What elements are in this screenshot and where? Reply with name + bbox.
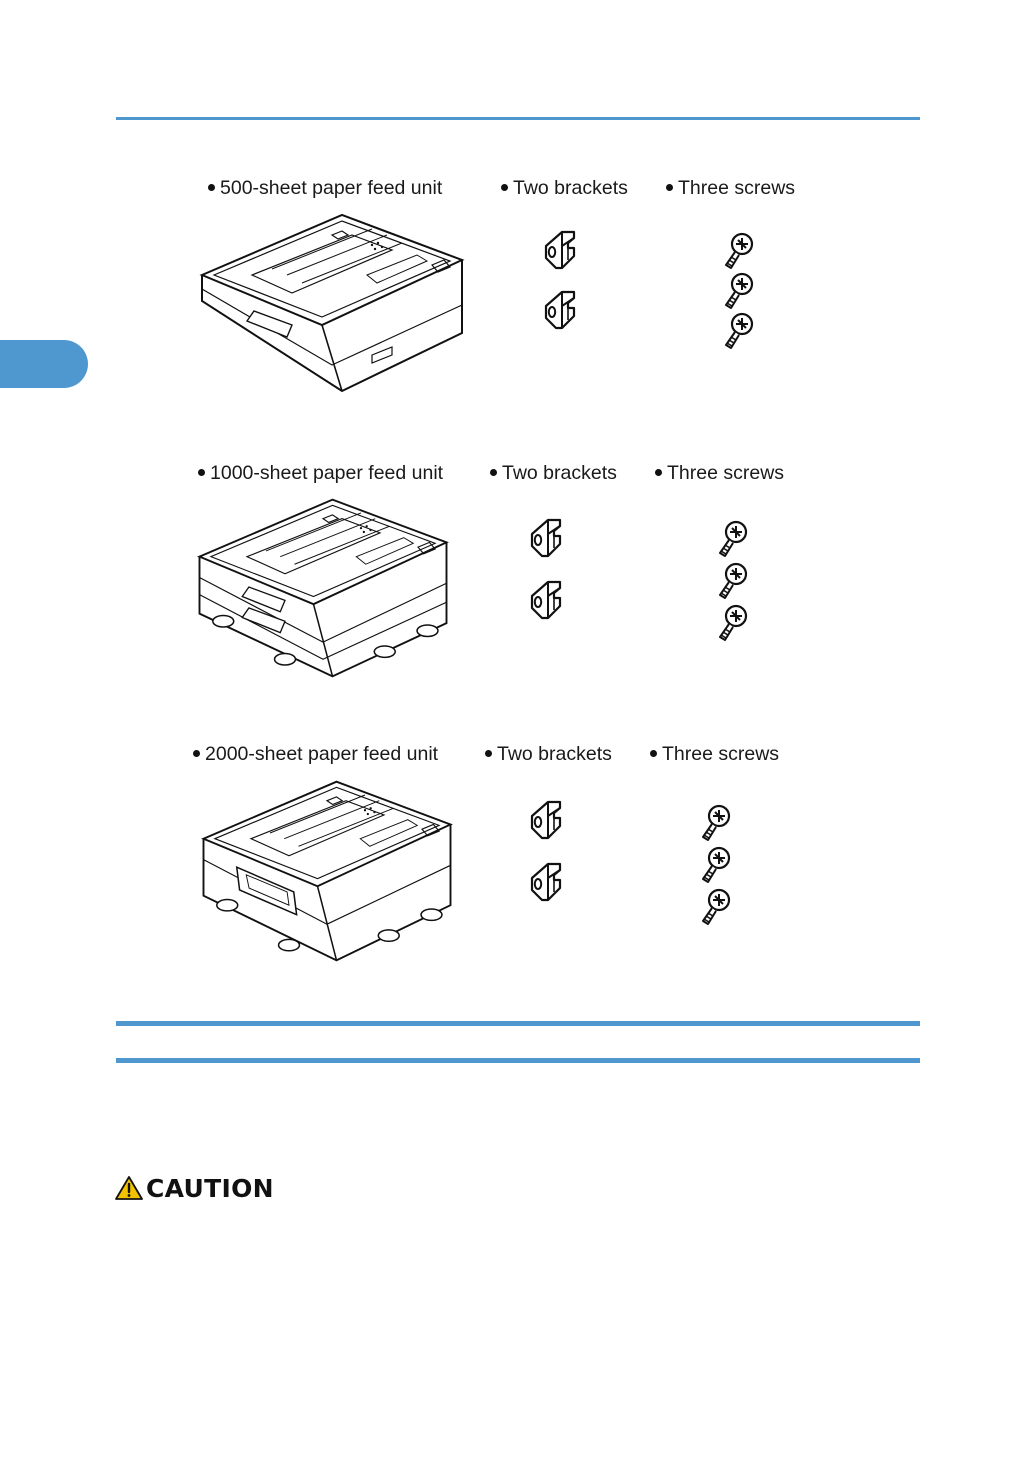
header-rule [116, 117, 920, 120]
paper-feed-unit-2000-illustration [194, 772, 460, 970]
paper-feed-unit-500-illustration [192, 205, 472, 397]
section-rule-top [116, 1021, 920, 1026]
warning-triangle-icon [114, 1175, 144, 1201]
screws-500-illustration [720, 232, 764, 354]
brackets-label-1000: Two brackets [490, 462, 617, 484]
unit-label-1000: 1000-sheet paper feed unit [198, 462, 443, 484]
screws-1000-illustration [714, 520, 758, 644]
brackets-2000-illustration [522, 794, 582, 910]
brackets-label-2000: Two brackets [485, 743, 612, 765]
brackets-label-500: Two brackets [501, 177, 628, 199]
section-rule-bottom [116, 1058, 920, 1063]
caution-label: CAUTION [146, 1173, 274, 1203]
paper-feed-unit-1000-illustration [190, 490, 456, 686]
screws-label-2000: Three screws [650, 743, 779, 765]
brackets-500-illustration [536, 224, 596, 336]
caution-heading [114, 1173, 274, 1203]
screws-2000-illustration [697, 804, 741, 928]
screws-label-500: Three screws [666, 177, 795, 199]
unit-label-2000: 2000-sheet paper feed unit [193, 743, 438, 765]
chapter-tab [0, 340, 88, 388]
screws-label-1000: Three screws [655, 462, 784, 484]
brackets-1000-illustration [522, 512, 582, 628]
unit-label-500: 500-sheet paper feed unit [208, 177, 442, 199]
